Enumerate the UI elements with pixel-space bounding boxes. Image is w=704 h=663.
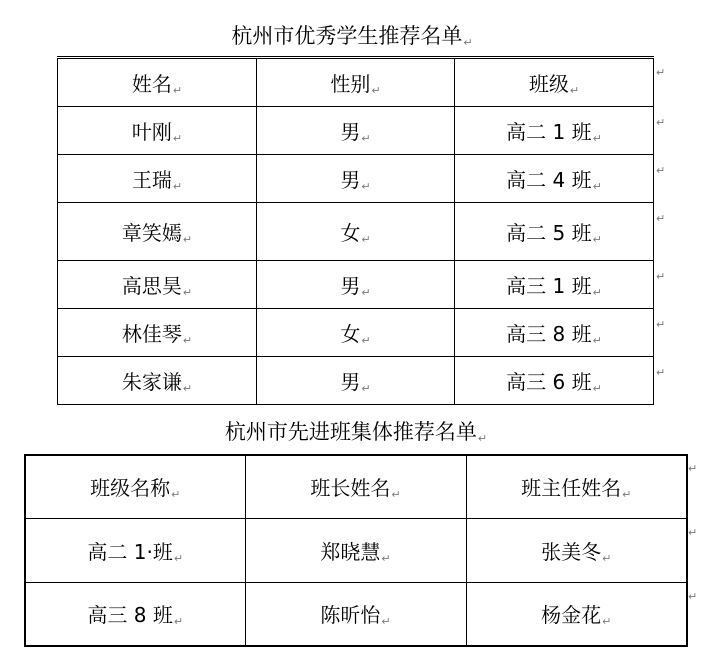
cell-class: 高二 1 班↵ <box>455 107 654 155</box>
cell-gender: 男↵ <box>257 107 455 155</box>
cell-class: 高三 8 班↵ <box>455 309 654 357</box>
table2-title <box>0 416 704 446</box>
table1-title <box>0 20 704 50</box>
cell-name: 朱家谦↵ <box>58 357 257 405</box>
cell-class: 高三 1 班↵ <box>455 261 654 309</box>
table-row <box>58 155 654 203</box>
cell-name: 章笑嫣↵ <box>58 203 257 261</box>
student-recommendation-table <box>57 58 654 405</box>
table-row <box>58 309 654 357</box>
cell-class: 高三 6 班↵ <box>455 357 654 405</box>
cell-gender: 男↵ <box>257 261 455 309</box>
cell-gender: 女↵ <box>257 203 455 261</box>
row-end-mark: ↵ <box>656 366 666 379</box>
header-cell-monitor: 班长姓名↵ <box>245 455 466 518</box>
table-row <box>58 261 654 309</box>
cell-class-name: 高三 8 班↵ <box>25 582 245 646</box>
row-end-mark: ↵ <box>656 116 666 129</box>
row-end-mark: ↵ <box>656 212 666 225</box>
cell-class: 高二 4 班↵ <box>455 155 654 203</box>
cell-name: 林佳琴↵ <box>58 309 257 357</box>
table2-title-text: 杭州市先进班集体推荐名单 <box>224 420 477 444</box>
cell-class-name: 高二 1·班↵ <box>25 518 245 582</box>
cell-gender: 男↵ <box>257 155 455 203</box>
row-end-mark: ↵ <box>688 590 698 603</box>
header-cell-gender: 性别↵ <box>257 59 455 107</box>
table-row <box>58 203 654 261</box>
paragraph-mark: ↵ <box>477 432 488 445</box>
paragraph-mark: ↵ <box>463 36 473 49</box>
cell-head-teacher: 杨金花↵ <box>466 582 687 646</box>
table-header-row <box>58 59 654 107</box>
row-end-mark: ↵ <box>688 526 698 539</box>
row-end-mark: ↵ <box>656 164 666 177</box>
cell-class: 高二 5 班↵ <box>455 203 654 261</box>
table-row <box>25 518 687 582</box>
header-cell-name: 姓名↵ <box>58 59 257 107</box>
row-end-mark: ↵ <box>656 318 666 331</box>
table-header-row <box>25 455 687 518</box>
header-cell-head-teacher: 班主任姓名↵ <box>466 455 687 518</box>
cell-gender: 女↵ <box>257 309 455 357</box>
row-end-mark: ↵ <box>656 66 666 79</box>
cell-name: 叶刚↵ <box>58 107 257 155</box>
table1-title-text: 杭州市优秀学生推荐名单 <box>231 24 463 48</box>
row-end-mark: ↵ <box>688 462 698 475</box>
cell-gender: 男↵ <box>257 357 455 405</box>
cell-name: 王瑞↵ <box>58 155 257 203</box>
table1-top-rule <box>57 56 654 57</box>
row-end-mark: ↵ <box>656 270 666 283</box>
header-cell-class-name: 班级名称↵ <box>25 455 245 518</box>
cell-monitor: 陈昕怡↵ <box>245 582 466 646</box>
class-recommendation-table <box>24 454 688 647</box>
table-row <box>58 357 654 405</box>
cell-head-teacher: 张美冬↵ <box>466 518 687 582</box>
cell-name: 高思昊↵ <box>58 261 257 309</box>
header-cell-class: 班级↵ <box>455 59 654 107</box>
table-row <box>25 582 687 646</box>
table-row <box>58 107 654 155</box>
cell-monitor: 郑晓慧↵ <box>245 518 466 582</box>
